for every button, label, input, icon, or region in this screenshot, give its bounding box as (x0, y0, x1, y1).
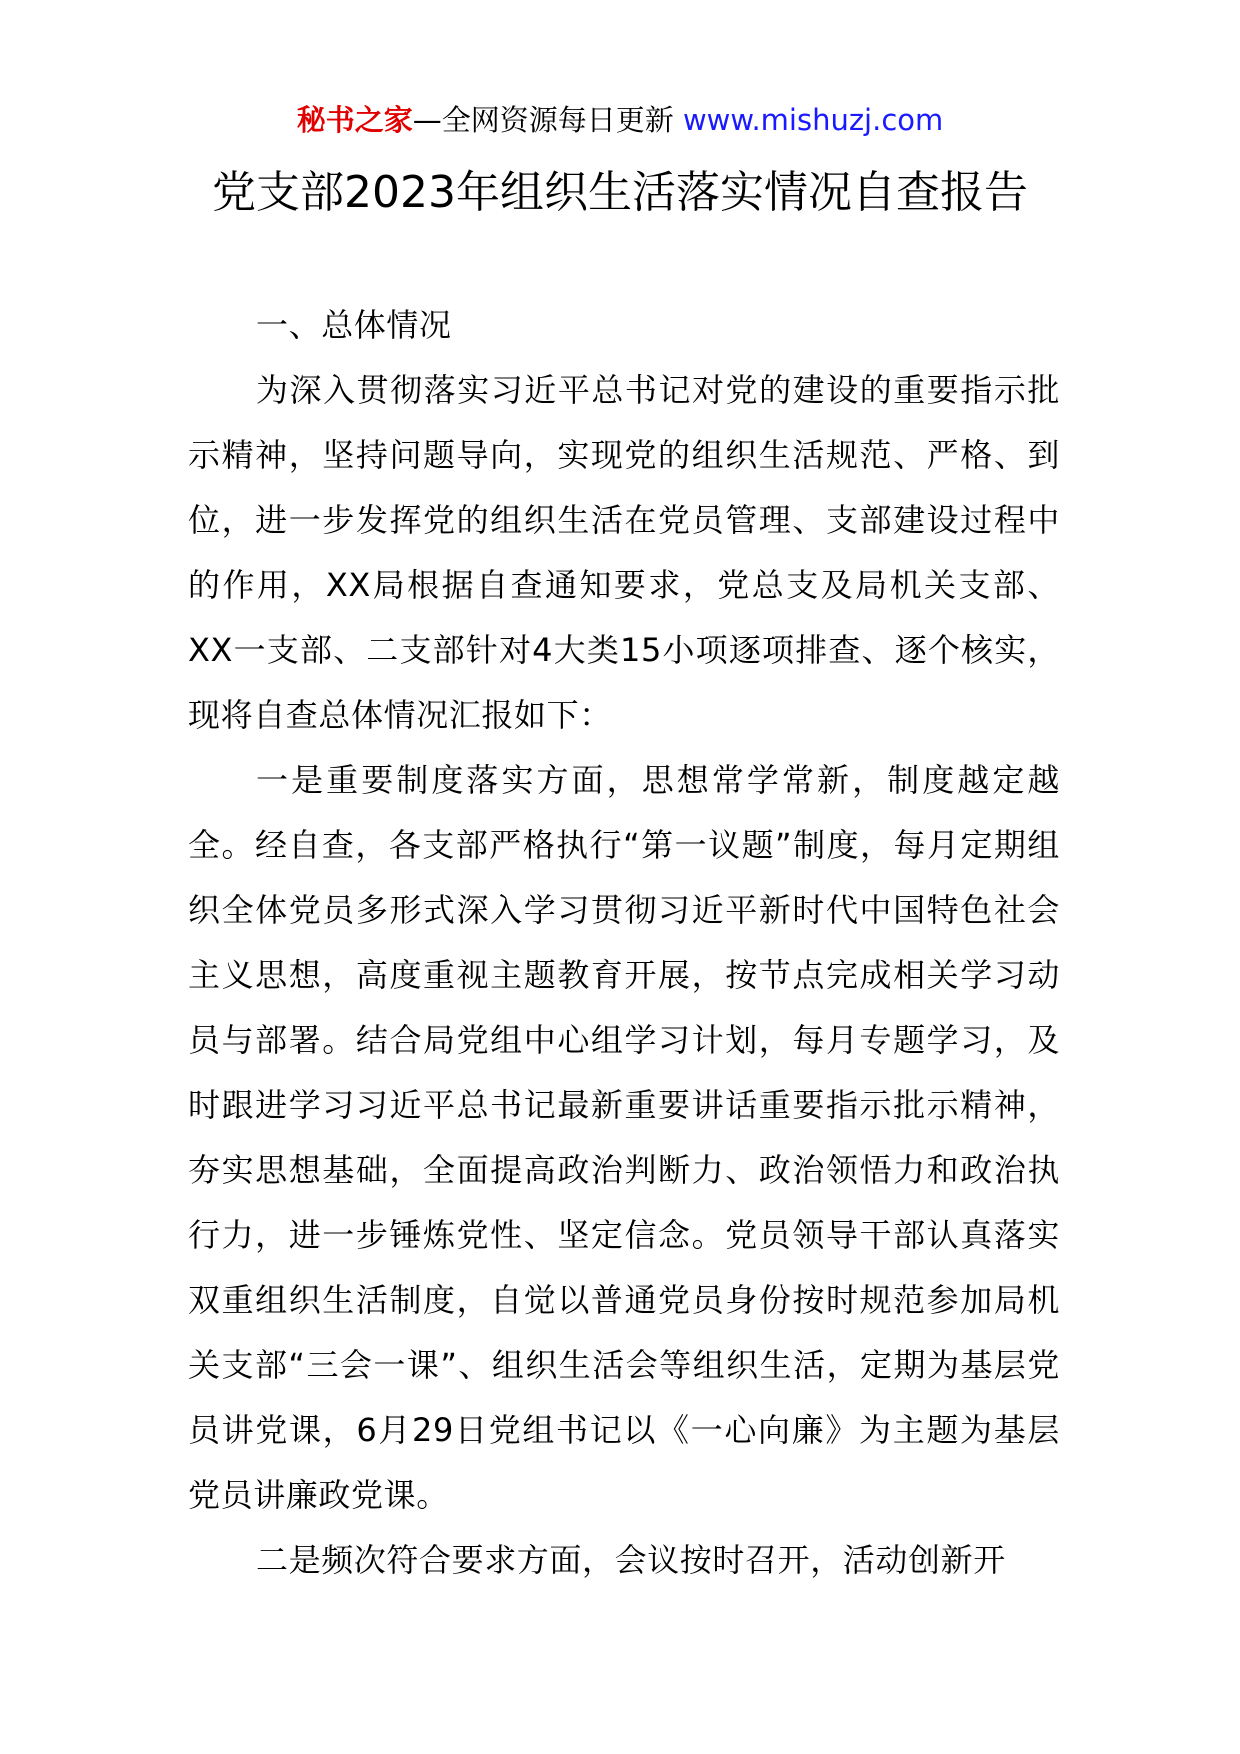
document-body (188, 293, 1060, 1593)
brand-name: 秘书之家 (296, 103, 413, 137)
document-title: 党支部2023年组织生活落实情况自查报告 (212, 167, 1028, 218)
paragraph: 二是频次符合要求方面，会议按时召开，活动创新开 (256, 1541, 1006, 1579)
header-tagline: —全网资源每日更新 (412, 103, 674, 137)
paragraph: 一是重要制度落实方面，思想常学常新，制度越定越全。经自查，各支部严格执行“第一议题”制度，每月定期组织全体党员多形式深入学习贯彻习近平新时代中国特色社会主义思想，高度重视主题教育开展，按节点完成相关学习动员与部署。结合局党组中心组学习计划，每月专题学习，及时跟进学习习近平总书记最新重要讲话重要指示批示精神，夯实思想基础，全面提高政治判断力、政治领悟力和政治执行力，进一步锤炼党性、坚定信念。党员领导干部认真落实双重组织生活制度，自觉以普通党员身份按时规范参加局机关支部“三会一课”、组织生活会等组织生活，定期为基层党员讲党课，6月29日党组书记以《一心向廉》为主题为基层党员讲廉政党课。 (188, 761, 1060, 1514)
site-header (0, 100, 1240, 140)
section-heading: 一、总体情况 (256, 306, 452, 344)
site-url-link[interactable]: www.mishuzj.com (682, 103, 944, 137)
paragraph: 为深入贯彻落实习近平总书记对党的建设的重要指示批示精神，坚持问题导向，实现党的组织生活规范、严格、到位，进一步发挥党的组织生活在党员管理、支部建设过程中的作用，XX局根据自查通知要求，党总支及局机关支部、XX一支部、二支部针对4大类15小项逐项排查、逐个核实，现将自查总体情况汇报如下： (188, 371, 1060, 734)
